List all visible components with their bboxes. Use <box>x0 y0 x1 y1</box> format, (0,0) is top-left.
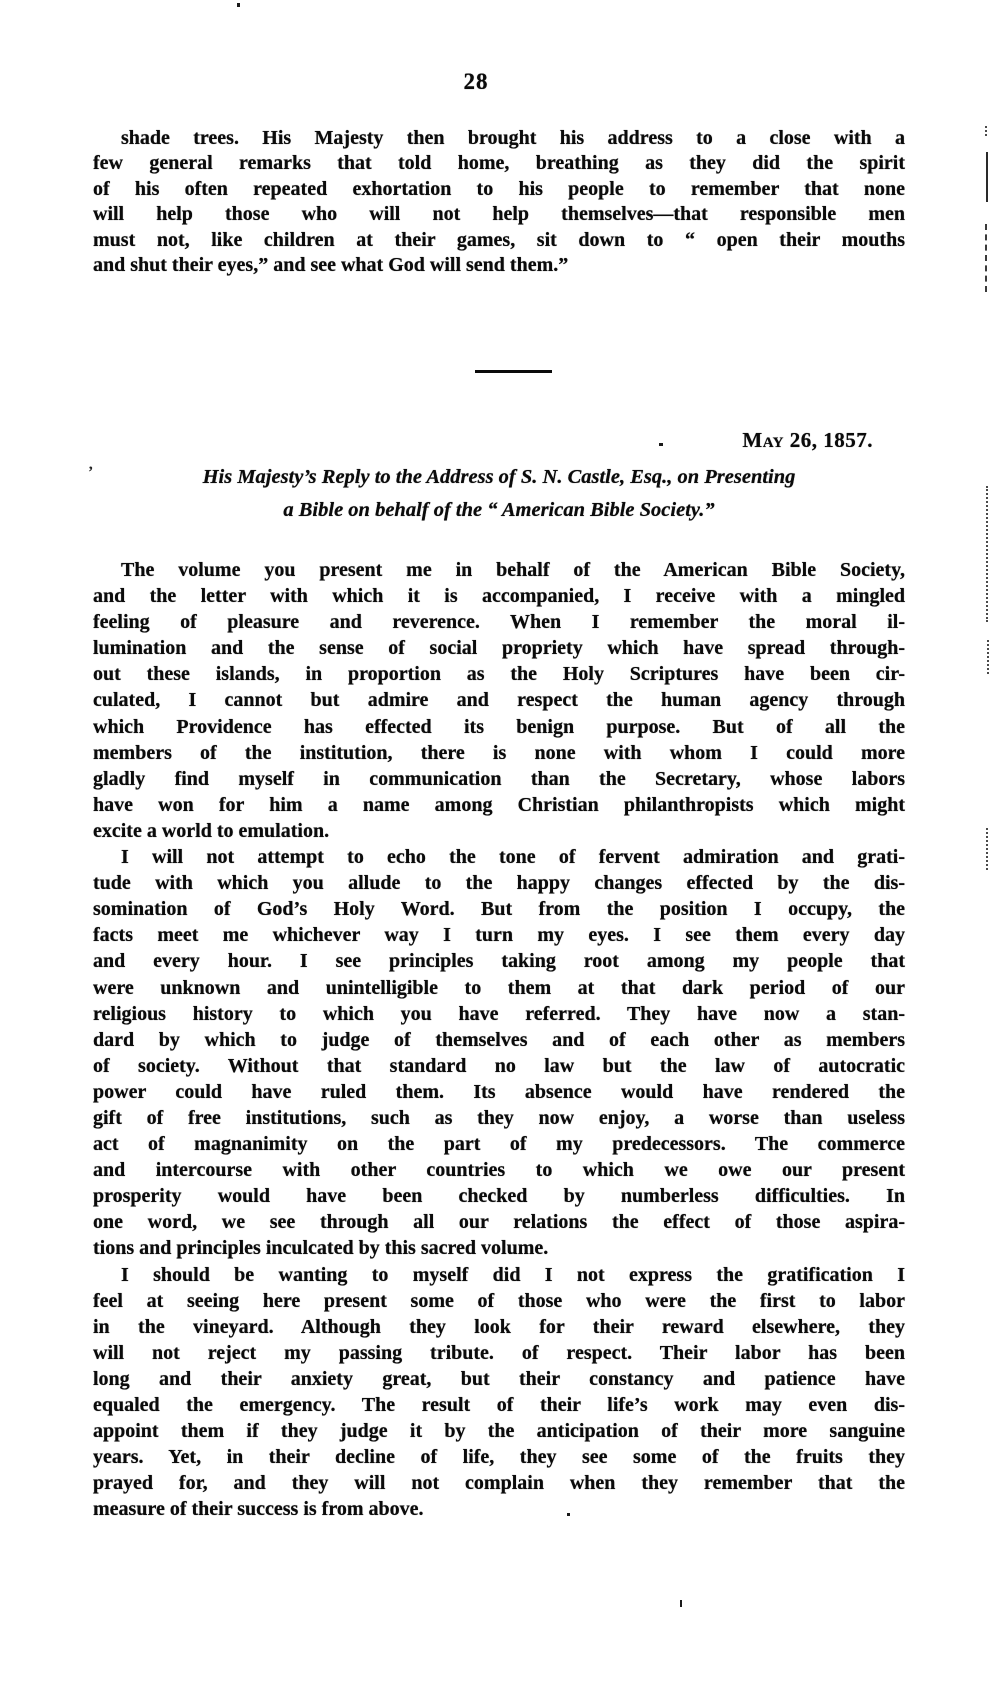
text-line: lumination and the sense of social propriety which have spread through- <box>93 637 905 660</box>
text-line: and the letter with which it is accompanied, I receive with a mingled <box>93 585 905 608</box>
scan-artifact-margin-mark <box>985 126 987 136</box>
text-line: members of the institution, there is none with whom I could more <box>93 741 905 764</box>
scan-artifact-tick: ’ <box>88 464 94 481</box>
scan-artifact-margin-mark <box>985 224 987 292</box>
page-number: 28 <box>463 69 489 94</box>
text-line: and intercourse with other countries to which we owe our present <box>93 1159 905 1182</box>
text-line: dard by which to judge of themselves and of each other as members <box>93 1028 905 1051</box>
text-line: must not, like children at their games, sit down to “ open their mouths <box>93 228 905 251</box>
reply-heading <box>93 461 905 527</box>
text-line: which Providence has effected its benign purpose. But of all the <box>93 715 905 738</box>
text-line: facts meet me whichever way I turn my eyes. I see them every day <box>93 924 905 947</box>
scan-artifact-margin-mark <box>986 486 988 622</box>
text-line: somination of God’s Holy Word. But from the position I occupy, the <box>93 898 905 921</box>
text-line: gift of free institutions, such as they now enjoy, a worse than useless <box>93 1106 905 1129</box>
text-line: I should be wanting to myself did I not express the gratification I <box>121 1263 905 1286</box>
top-paragraph <box>93 126 905 278</box>
body-paragraph-1 <box>93 557 905 844</box>
text-line: will not reject my passing tribute. of respect. Their labor has been <box>93 1341 905 1364</box>
text-line: one word, we see through all our relations the effect of those aspira- <box>93 1211 905 1234</box>
text-line: I will not attempt to echo the tone of fervent admiration and grati- <box>121 846 905 869</box>
text-line: act of magnanimity on the part of my predecessors. The commerce <box>93 1133 905 1156</box>
text-line: and every hour. I see principles taking root among my people that <box>93 950 905 973</box>
text-line: few general remarks that told home, breathing as they did the spirit <box>93 152 905 175</box>
text-line: appoint them if they judge it by the anticipation of their more sanguine <box>93 1420 905 1443</box>
scan-artifact-speck <box>237 3 240 7</box>
scan-artifact-speck <box>680 1600 682 1607</box>
date-line: May 26, 1857. <box>742 428 873 452</box>
body-paragraph-3 <box>93 1262 905 1523</box>
text-line: equaled the emergency. The result of their life’s work may even dis- <box>93 1394 905 1416</box>
heading-line-2: a Bible on behalf of the “ American Bible Society.” <box>283 499 715 521</box>
body-text <box>93 557 905 1522</box>
text-line: have won for him a name among Christian philanthropists which might <box>93 793 905 816</box>
text-line: long and their anxiety great, but their constancy and patience have <box>93 1367 905 1390</box>
text-line: excite a world to emulation. <box>93 819 330 842</box>
section-divider-rule <box>475 370 552 373</box>
text-line: feel at seeing here present some of those who were the first to labor <box>93 1289 905 1312</box>
text-line: tude with which you allude to the happy changes effected by the dis- <box>93 872 905 895</box>
text-line: in the vineyard. Although they look for their reward elsewhere, they <box>93 1315 905 1338</box>
text-line: years. Yet, in their decline of life, they see some of the fruits they <box>93 1446 905 1469</box>
text-line: culated, I cannot but admire and respect the human agency through <box>93 689 905 712</box>
text-line: prayed for, and they will not complain when they remember that the <box>93 1472 905 1495</box>
body-paragraph-2 <box>93 844 905 1262</box>
text-line: gladly find myself in communication than the Secretary, whose labors <box>93 767 905 790</box>
text-line: out these islands, in proportion as the Holy Scriptures have been cir- <box>93 663 905 686</box>
scan-artifact-margin-mark <box>987 640 989 674</box>
scan-artifact-margin-mark <box>986 828 988 870</box>
text-line: will help those who will not help themselves—that responsible men <box>93 203 905 226</box>
scan-artifact-speck <box>567 1513 570 1516</box>
scan-artifact-margin-mark <box>986 152 988 202</box>
text-line: measure of their success is from above. <box>93 1498 424 1521</box>
heading-line-1: His Majesty’s Reply to the Address of S. N. Castle, Esq., on Presenting <box>202 466 796 488</box>
text-line: power could have ruled them. Its absence would have rendered the <box>93 1080 905 1103</box>
text-line: prosperity would have been checked by numberless difficulties. In <box>93 1185 905 1208</box>
text-line: The volume you present me in behalf of the American Bible Society, <box>121 559 905 581</box>
text-line: tions and principles inculcated by this sacred volume. <box>93 1237 549 1260</box>
text-line: feeling of pleasure and reverence. When I remember the moral il- <box>93 611 905 634</box>
text-line: of society. Without that standard no law but the law of autocratic <box>93 1054 905 1077</box>
text-line: religious history to which you have referred. They have now a stan- <box>93 1002 905 1025</box>
text-line: and shut their eyes,” and see what God will send them.” <box>93 254 569 277</box>
text-line: of his often repeated exhortation to his people to remember that none <box>93 177 905 200</box>
text-line: were unknown and unintelligible to them at that dark period of our <box>93 976 905 999</box>
text-line: shade trees. His Majesty then brought his address to a close with a <box>121 127 905 149</box>
scan-artifact-speck <box>659 443 663 446</box>
